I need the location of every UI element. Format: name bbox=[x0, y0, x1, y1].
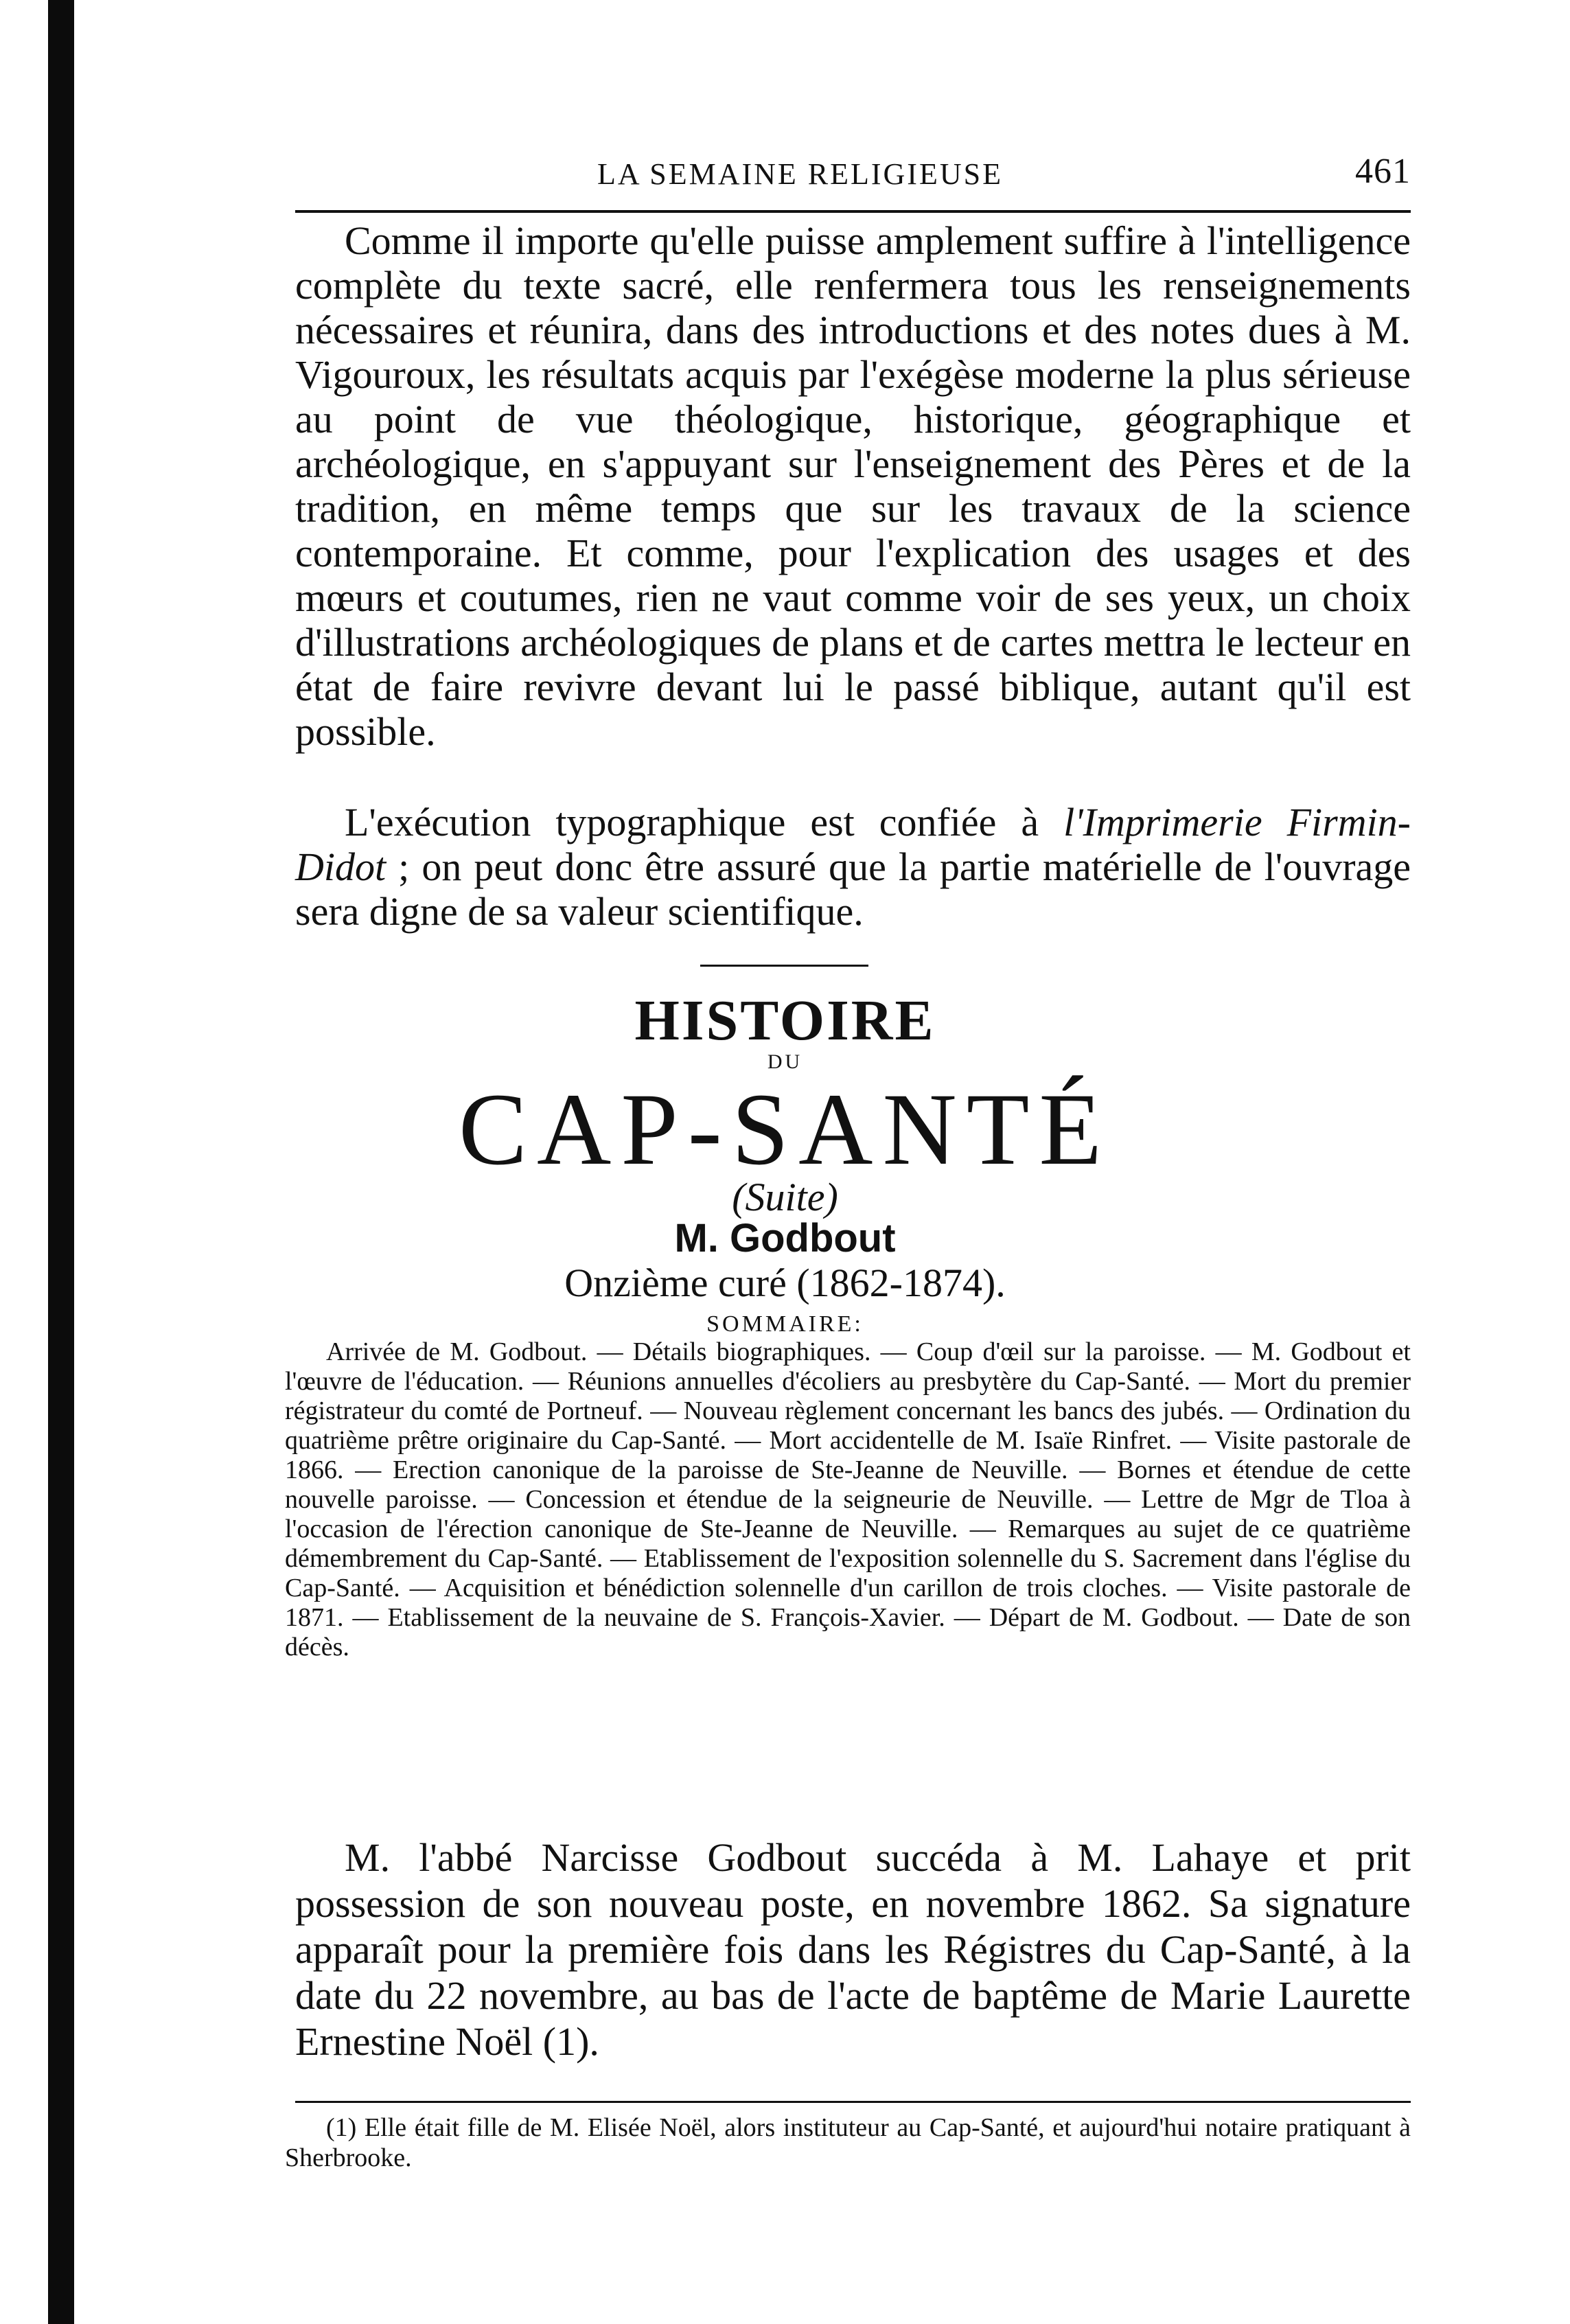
page-header bbox=[295, 151, 1411, 199]
printer-name: l'Imprimerie Firmin-Didot bbox=[295, 800, 1411, 889]
sommaire-label: SOMMAIRE: bbox=[706, 1311, 864, 1337]
paragraph-bible-edition: Comme il importe qu'elle puisse amplement suffire à l'intelligence complète du texte sacré, elle renfermera tous les renseignements nécessaires et réunira, dans des introductions et des notes dues à M. Vigouroux, les résultats acquis par l'exégèse moderne la plus sérieuse au point de vue théologique, historique, géographique et archéologique, en s'appuyant sur l'enseignement des Pères et de la tradition, en même temps que sur les travaux de la science contemporaine. Et comme, pour l'explication des usages et des mœurs et coutumes, rien ne vaut comme voir de ses yeux, un choix d'illustrations archéologiques de plans et de cartes mettra le lecteur en état de faire revivre devant lui le passé biblique, autant qu'il est possible. bbox=[295, 218, 1411, 754]
footnote: (1) Elle était fille de M. Elisée Noël, alors instituteur au Cap-Santé, et aujourd'hui notaire pratiquant à Sherbrooke. bbox=[285, 2113, 1411, 2172]
running-title: LA SEMAINE RELIGIEUSE bbox=[597, 157, 1003, 191]
typography-text-before: L'exécution typographique est confiée à bbox=[345, 800, 1064, 844]
page-number: 461 bbox=[1355, 152, 1411, 191]
article-subject: M. Godbout bbox=[674, 1216, 896, 1261]
sommaire-text: Arrivée de M. Godbout. — Détails biographiques. — Coup d'œil sur la paroisse. — M. Godbout et l'œuvre de l'éducation. — Réunions annuelles d'écoliers au presbytère du Cap-Santé. — Mort du premier régistrateur du comté de Portneuf. — Nouveau règlement concernant les bancs des jubés. — Ordination du quatrième prêtre originaire du Cap-Santé. — Mort accidentelle de M. Isaïe Rinfret. — Visite pastorale de 1866. — Erection canonique de la paroisse de Ste-Jeanne de Neuville. — Bornes et étendue de cette nouvelle paroisse. — Concession et étendue de la seigneurie de Neuville. — Lettre de Mgr de Tloa à l'occasion de l'érection canonique de Ste-Jeanne de Neuville. — Remarques au sujet de ce quatrième démembrement du Cap-Santé. — Etablissement de l'exposition solennelle du S. Sacrement dans l'église du Cap-Santé. — Acquisition et bénédiction solennelle d'un carillon de trois cloches. — Visite pastorale de 1871. — Etablissement de la neuvaine de S. François-Xavier. — Départ de M. Godbout. — Date de son décès. bbox=[285, 1337, 1411, 1661]
article-title-histoire: HISTOIRE bbox=[634, 989, 936, 1052]
typography-text-after: ; on peut donc être assuré que la partie matérielle de l'ouvrage sera digne de sa valeur scientifique. bbox=[295, 844, 1411, 934]
article-title-cap-sante: CAP-SANTÉ bbox=[458, 1072, 1112, 1186]
article-suite: (Suite) bbox=[732, 1175, 838, 1219]
article-subtitle: Onzième curé (1862-1874). bbox=[564, 1261, 1006, 1305]
header-rule bbox=[295, 210, 1411, 213]
paragraph-typography bbox=[295, 800, 1411, 934]
article-body: M. l'abbé Narcisse Godbout succéda à M. Lahaye et prit possession de son nouveau poste, en novembre 1862. Sa signature apparaît pour la première fois dans les Régistres du Cap-Santé, à la date du 22 novembre, au bas de l'acte de baptême de Marie Laurette Ernestine Noël (1). bbox=[295, 1835, 1411, 2064]
article-title-du: DU bbox=[767, 1050, 803, 1073]
footnote-rule bbox=[295, 2101, 1411, 2103]
section-divider bbox=[700, 965, 868, 967]
